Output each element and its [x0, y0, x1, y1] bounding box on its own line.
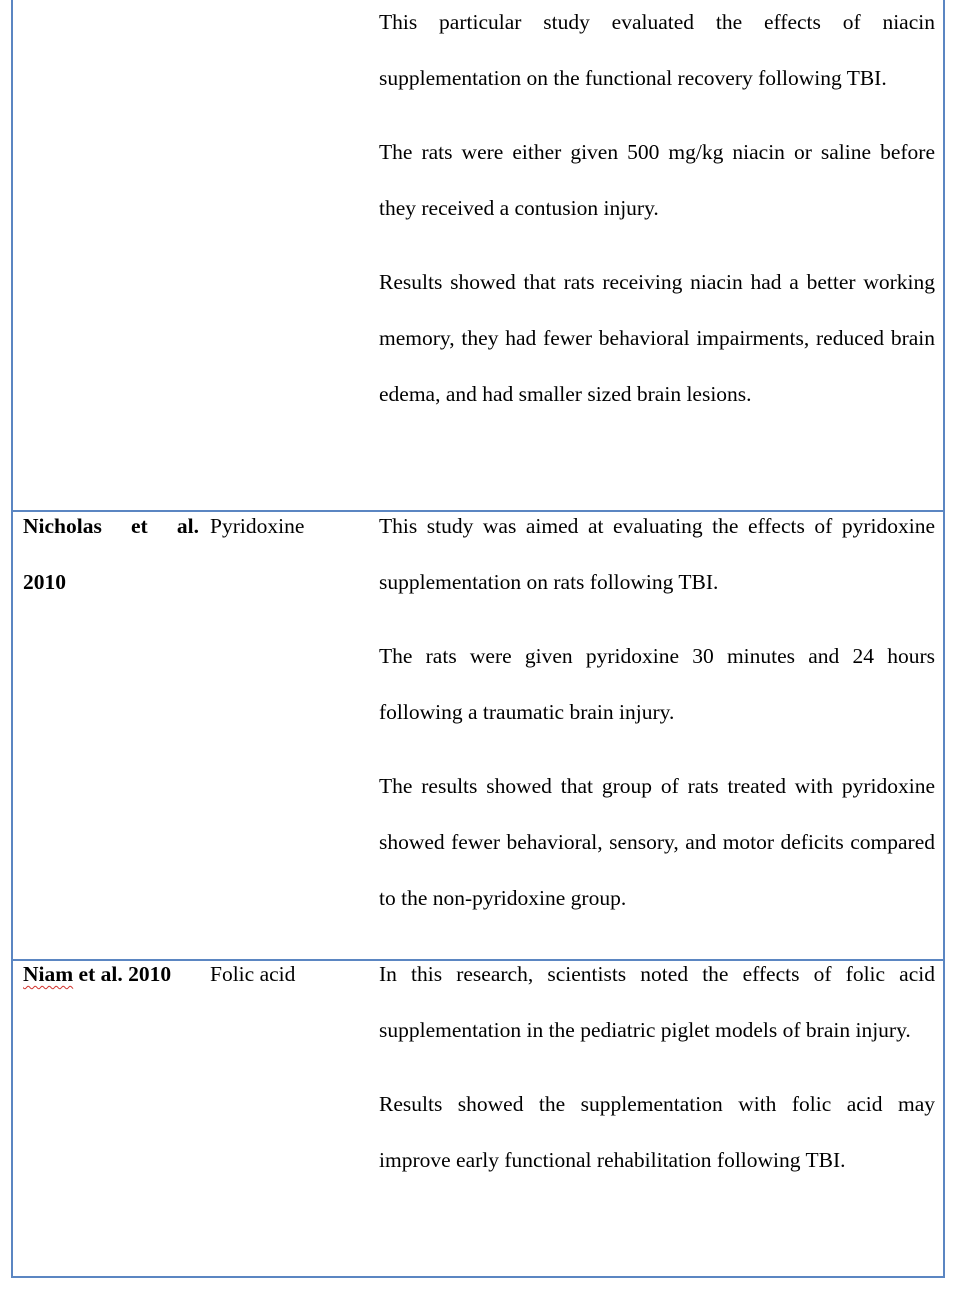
description-cell: [379, 498, 935, 944]
description-cell: [379, 0, 935, 440]
description-paragraph: This study was aimed at evaluating the effects of pyridoxine supplementation on rats following TBI.: [379, 514, 935, 594]
description-paragraph: The rats were given pyridoxine 30 minutes and 24 hours following a traumatic brain injury.: [379, 644, 935, 724]
author-year: 2010: [23, 570, 66, 594]
table-row: [13, 946, 943, 1266]
description-paragraph: Results showed the supplementation with folic acid may improve early functional rehabilitation following TBI.: [379, 1092, 935, 1172]
agent-cell: Folic acid: [210, 962, 296, 986]
description-cell: [379, 946, 935, 1206]
description-paragraph: The results showed that group of rats treated with pyridoxine showed fewer behavioral, sensory, and motor deficits compared to the non-pyridoxine group.: [379, 774, 935, 910]
author-cell: [23, 946, 199, 1002]
description-paragraph: In this research, scientists noted the effects of folic acid supplementation in the pediatric piglet models of brain injury.: [379, 962, 935, 1042]
description-paragraph: The rats were either given 500 mg/kg niacin or saline before they received a contusion injury.: [379, 140, 935, 220]
description-paragraph: Results showed that rats receiving niacin had a better working memory, they had fewer behavioral impairments, reduced brain edema, and had smaller sized brain lesions.: [379, 270, 935, 406]
author-name-rest: et al. 2010: [73, 962, 172, 986]
description-paragraph: This particular study evaluated the effects of niacin supplementation on the functional recovery following TBI.: [379, 10, 935, 90]
table-row: [13, 498, 943, 948]
study-table: [11, 0, 945, 1278]
author-cell: [23, 498, 199, 610]
author-name-misspelled: Niam: [23, 962, 74, 986]
table-row: [13, 0, 943, 510]
agent-cell: Pyridoxine: [210, 514, 305, 538]
author-name: Nicholas et al.: [23, 514, 199, 538]
